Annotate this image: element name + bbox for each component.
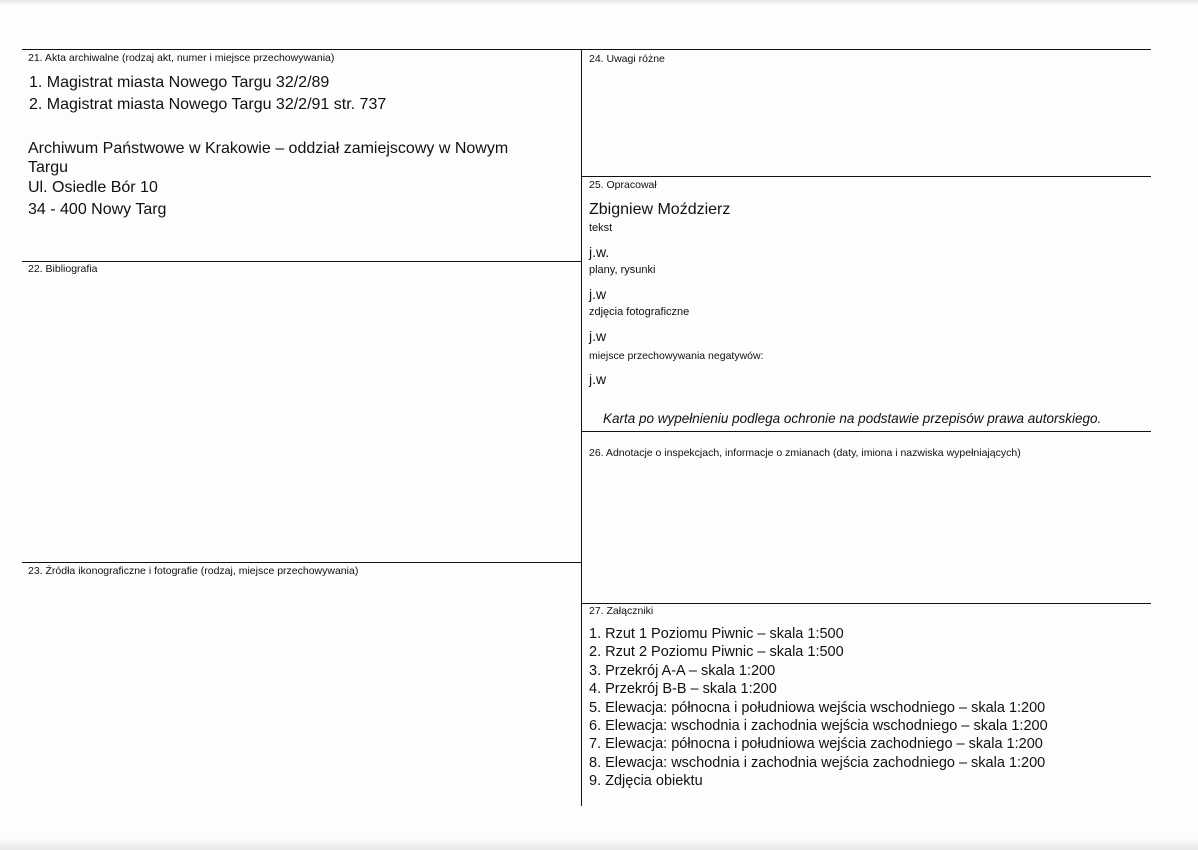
attachment-item: 8. Elewacja: wschodnia i zachodnia wejścia zachodniego – skala 1:200 <box>589 754 1046 771</box>
archive-address-line-3: Ul. Osiedle Bór 10 <box>28 179 158 196</box>
rule-22-23 <box>22 562 581 563</box>
rule-21-22 <box>22 261 581 262</box>
archive-address-line-1: Archiwum Państwowe w Krakowie – oddział zamiejscowy w Nowym <box>28 140 509 157</box>
section-21-label: 21. Akta archiwalne (rodzaj akt, numer i miejsce przechowywania) <box>28 52 335 64</box>
section-22-label: 22. Bibliografia <box>28 263 98 275</box>
negatives-value: j.w <box>589 371 607 387</box>
attachment-item: 6. Elewacja: wschodnia i zachodnia wejścia wschodniego – skala 1:200 <box>589 717 1048 734</box>
attachment-item: 3. Przekrój A-A – skala 1:200 <box>589 662 776 679</box>
section-27-label: 27. Załączniki <box>589 605 654 617</box>
rule-24-25 <box>581 176 1151 177</box>
archive-address-line-4: 34 - 400 Nowy Targ <box>28 201 167 218</box>
negatives-label: miejsce przechowywania negatywów: <box>589 350 764 362</box>
rule-25-26 <box>581 431 1151 432</box>
archive-entry-1: 1. Magistrat miasta Nowego Targu 32/2/89 <box>29 74 330 91</box>
attachment-item: 5. Elewacja: północna i południowa wejścia wschodniego – skala 1:200 <box>589 699 1046 716</box>
section-24-label: 24. Uwagi różne <box>589 53 665 65</box>
archive-entry-2: 2. Magistrat miasta Nowego Targu 32/2/91 str. 737 <box>29 96 387 113</box>
attachment-item: 4. Przekrój B-B – skala 1:200 <box>589 681 777 698</box>
text-value: j.w. <box>589 244 610 260</box>
archive-address-line-2: Targu <box>28 159 69 176</box>
scan-edge-bottom <box>0 838 1198 850</box>
attachment-item: 9. Zdjęcia obiektu <box>589 773 703 790</box>
author-name: Zbigniew Moździerz <box>589 201 731 218</box>
text-label: tekst <box>589 222 613 234</box>
scan-edge-top <box>0 0 1198 5</box>
plans-label: plany, rysunki <box>589 264 656 276</box>
rule-26-27 <box>581 603 1151 604</box>
photos-value: j.w <box>589 328 607 344</box>
attachment-item: 7. Elewacja: północna i południowa wejścia zachodniego – skala 1:200 <box>589 736 1043 753</box>
copyright-note: Karta po wypełnieniu podlega ochronie na podstawie przepisów prawa autorskiego. <box>603 411 1102 426</box>
attachment-item: 2. Rzut 2 Poziomu Piwnic – skala 1:500 <box>589 644 844 661</box>
section-26-label: 26. Adnotacje o inspekcjach, informacje o zmianach (daty, imiona i nazwiska wypełniających) <box>589 447 1021 459</box>
rule-top <box>22 49 1151 50</box>
section-25-label: 25. Opracował <box>589 179 657 191</box>
section-23-label: 23. Źródła ikonograficzne i fotografie (rodzaj, miejsce przechowywania) <box>28 565 359 577</box>
rule-column-divider <box>581 49 582 806</box>
plans-value: j.w <box>589 286 607 302</box>
photos-label: zdjęcia fotograficzne <box>589 306 690 318</box>
attachments-list <box>589 625 1048 791</box>
attachment-item: 1. Rzut 1 Poziomu Piwnic – skala 1:500 <box>589 626 844 642</box>
